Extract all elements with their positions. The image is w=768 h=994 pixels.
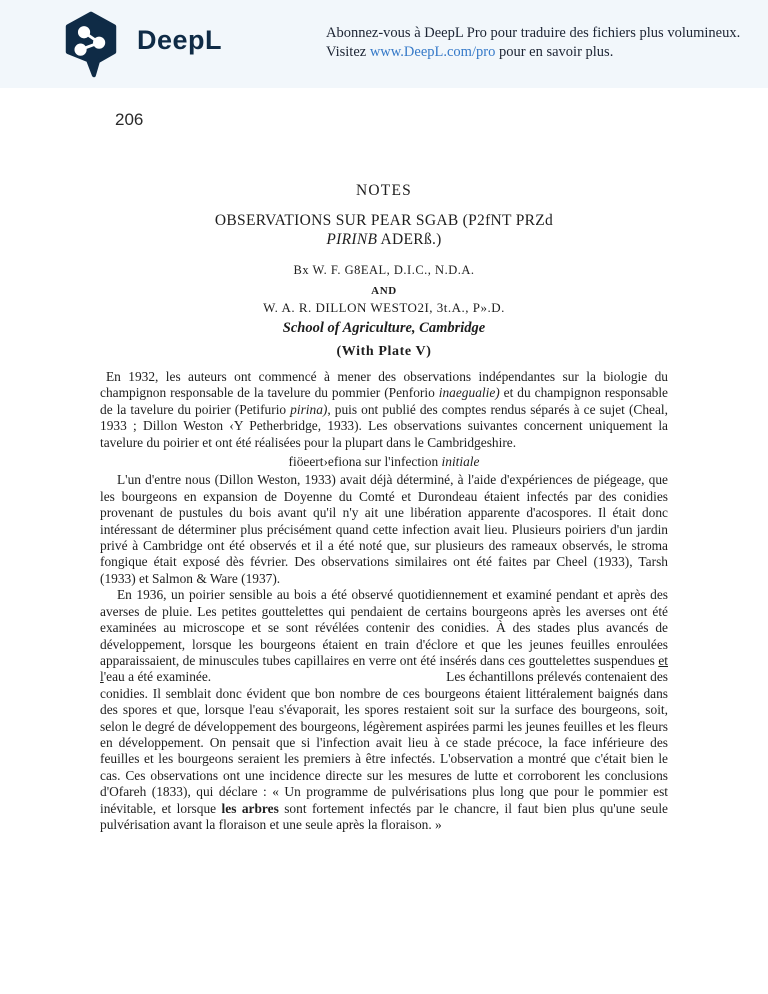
article-title [100,211,668,249]
promo-line-2 [326,43,740,62]
deepl-logo-icon [62,11,120,79]
deepl-wordmark: DeepL [137,25,223,55]
promo-line-2-suffix: pour en savoir plus. [495,43,614,60]
author-byline-2: W. A. R. DILLON WESTO2I, 3t.A., P».D. [263,300,505,315]
subheading-initial-infection: fiöeert›efiona sur l'infection initiale [288,454,480,470]
paragraph-observations-1936: En 1936, un poirier sensible au bois a été observé quotidiennement et examiné pendant et après des averses de pluie. Les petites gouttelettes qui pendaient de certains bourgeons après les averses ont été examinées au microscope et se sont révélées contenir des conidies. À des stades plus avancés de développement, lorsque les bourgeons étaient en train d'éclore et que les jeunes feuilles enroulées apparaissaient, de minuscules tubes capillaires en verre ont été insérés dans ces gouttelettes suspendues et l'eau a été examinée. Les échantillons prélevés contenaient des conidies. Il semblait donc évident que bon nombre de ces bourgeons étaient littéralement baignés dans des spores et que, lorsque l'eau s'évaporait, les spores restaient soit sur la surface des bourgeons, soit, selon le degré de développement des bourgeons, légèrement aspirées parmi les jeunes feuilles et les fleurs en développement. On pensait que si l'infection avait lieu à ce stade précoce, la face inférieure des feuilles et les bourgeons seraient les premiers à être infectés. L'observation a montré que c'était bien le cas. Ces observations ont une incidence directe sur les mesures de lutte et corroborent les conclusions d'Ofareh (1833), qui déclare : « Un programme de pulvérisations plus long que pour le pommier est inévitable, et lorsque les arbres sont fortement infectés par le chancre, il faut bien plus qu'une seule pulvérisation avant la floraison et une seule après la floraison. » [100,587,668,832]
deepl-banner [0,0,768,88]
promo-line-2-prefix: Visitez [326,43,370,60]
paragraph-introduction: En 1932, les auteurs ont commencé à mener des observations indépendantes sur la biologie du champignon responsable de la tavelure du pommier (Penforio inaegualie) et du champignon responsable de la tavelure du poirier (Petifurio pirina), puis ont publié des comptes rendus séparés à ce sujet (Cheal, 1933 ; Dillon Weston ‹Y Petherbridge, 1933). Les observations suivantes concernent uniquement la tavelure du poirier et ont été réalisées pour la plupart dans le Cambridgeshire. [100,369,668,450]
article-title-line-1: OBSERVATIONS SUR PEAR SGAB (P2fNT PRZd [214,212,554,229]
paragraph-previous-work: L'un d'entre nous (Dillon Weston, 1933) avait déjà déterminé, à l'aide d'expériences de piégeage, que les bourgeons en expansion de Doyenne du Comté et Durondeau étaient infectés par des conidies provenant de pustules du bois avant qu'il n'y ait une libération apparente d'acospores. Il était donc intéressant de déterminer plus précisément quand cette infection avait lieu. Plusieurs poiriers d'un jardin privé à Cambridge ont été observés et il a été noté que, sur plusieurs des rameaux observés, le stroma fongique était exposé dès février. Des observations similaires ont été faites par Cheel (1933), Tarsh (1933) et Salmon & Ware (1937). [100,472,668,586]
document-page [0,88,768,833]
deepl-pro-link[interactable]: www.DeepL.com/pro [369,43,496,60]
and-label: AND [371,285,397,297]
promo-line-1: Abonnez-vous à DeepL Pro pour traduire des fichiers plus volumineux. [326,25,741,41]
page-number: 206 [115,110,144,129]
affiliation: School of Agriculture, Cambridge [282,320,486,336]
article-title-line-2: PIRINB ADERß.) [326,231,442,248]
promo-text [326,24,740,61]
plate-note: (With Plate V) [336,344,432,359]
author-byline-1: Bx W. F. G8EAL, D.I.C., N.D.A. [293,263,475,277]
section-heading: NOTES [356,182,412,199]
